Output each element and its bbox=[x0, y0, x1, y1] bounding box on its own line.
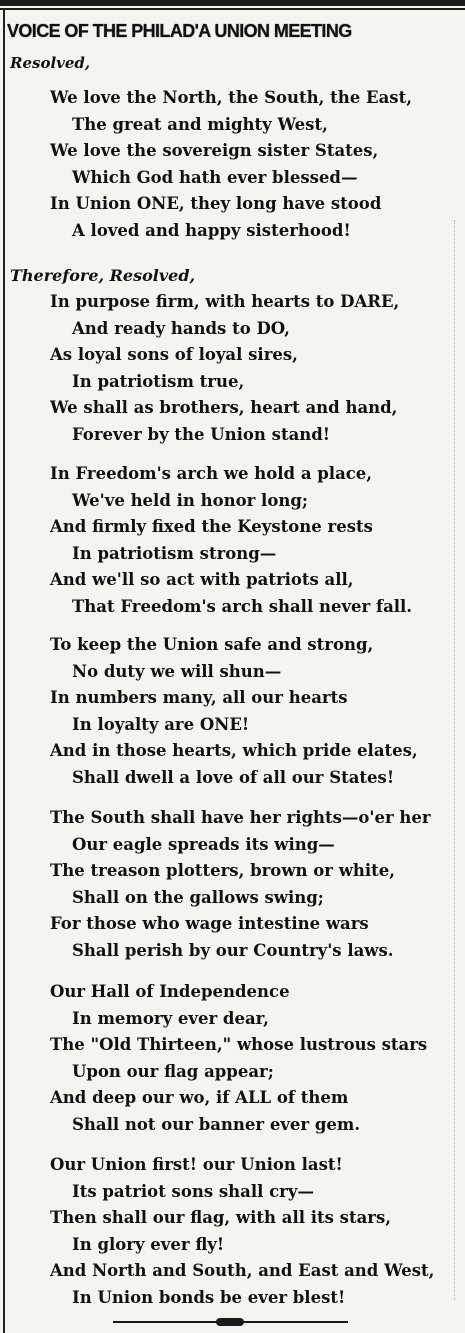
poem-line: In memory ever dear, bbox=[72, 1008, 269, 1028]
poem-line: No duty we will shun— bbox=[72, 661, 282, 681]
top-border bbox=[0, 0, 465, 6]
poem-line: And in those hearts, which pride elates, bbox=[50, 741, 418, 760]
poem-line: And ready hands to DO, bbox=[72, 318, 290, 338]
poem-line: And firmly fixed the Keystone rests bbox=[50, 517, 373, 536]
poem-line: Shall on the gallows swing; bbox=[72, 887, 324, 907]
poem-line: The treason plotters, brown or white, bbox=[50, 861, 396, 880]
resolved-label: Resolved, bbox=[10, 54, 91, 72]
poem-line: The South shall have her rights—o'er her bbox=[50, 808, 431, 827]
right-margin-specks bbox=[454, 220, 457, 1300]
poem-line: To keep the Union safe and strong, bbox=[50, 635, 374, 654]
poem-line: As loyal sons of loyal sires, bbox=[50, 345, 298, 364]
poem-line: In Freedom's arch we hold a place, bbox=[50, 464, 373, 483]
poem-line: Which God hath ever blessed— bbox=[72, 167, 358, 187]
poem-line: The great and mighty West, bbox=[72, 114, 328, 134]
poem-line: And North and South, and East and West, bbox=[50, 1261, 435, 1280]
poem-line: In glory ever fly! bbox=[72, 1234, 225, 1254]
poem-line: In purpose firm, with hearts to DARE, bbox=[50, 292, 400, 311]
headline: VOICE OF THE PHILAD'A UNION MEETING bbox=[7, 21, 352, 41]
poem-line: Forever by the Union stand! bbox=[72, 424, 331, 444]
poem-line: In loyalty are ONE! bbox=[72, 714, 250, 734]
poem-line: Upon our flag appear; bbox=[72, 1061, 274, 1081]
top-border-thin bbox=[0, 8, 465, 10]
poem-line: For those who wage intestine wars bbox=[50, 914, 369, 933]
poem-line: And we'll so act with patriots all, bbox=[50, 570, 354, 589]
poem-line: And deep our wo, if ALL of them bbox=[50, 1088, 349, 1107]
bottom-ornament-rule bbox=[113, 1320, 348, 1324]
poem-line: In numbers many, all our hearts bbox=[50, 688, 348, 707]
poem-line: We've held in honor long; bbox=[72, 490, 308, 510]
poem-line: In Union ONE, they long have stood bbox=[50, 194, 382, 213]
poem-line: That Freedom's arch shall never fall. bbox=[72, 596, 413, 616]
poem-line: We love the North, the South, the East, bbox=[50, 88, 412, 107]
therefore-label: Therefore, Resolved, bbox=[10, 266, 196, 285]
poem-line: We shall as brothers, heart and hand, bbox=[50, 398, 398, 417]
poem-line: Our Hall of Independence bbox=[50, 982, 290, 1001]
poem-line: In patriotism strong— bbox=[72, 543, 277, 563]
poem-line: Shall dwell a love of all our States! bbox=[72, 767, 395, 787]
poem-line: Its patriot sons shall cry— bbox=[72, 1181, 314, 1201]
poem-line: A loved and happy sisterhood! bbox=[72, 220, 351, 240]
poem-line: Our eagle spreads its wing— bbox=[72, 834, 335, 854]
poem-line: In Union bonds be ever blest! bbox=[72, 1287, 346, 1307]
poem-line: Shall not our banner ever gem. bbox=[72, 1114, 361, 1134]
poem-line: We love the sovereign sister States, bbox=[50, 141, 379, 160]
poem-line: Shall perish by our Country's laws. bbox=[72, 940, 394, 960]
poem-line: In patriotism true, bbox=[72, 371, 245, 391]
left-column-rule bbox=[3, 10, 5, 1333]
poem-line: Our Union first! our Union last! bbox=[50, 1155, 343, 1174]
poem-line: Then shall our flag, with all its stars, bbox=[50, 1208, 391, 1227]
poem-line: The "Old Thirteen," whose lustrous stars bbox=[50, 1035, 428, 1054]
rule-center-ornament bbox=[216, 1318, 244, 1326]
